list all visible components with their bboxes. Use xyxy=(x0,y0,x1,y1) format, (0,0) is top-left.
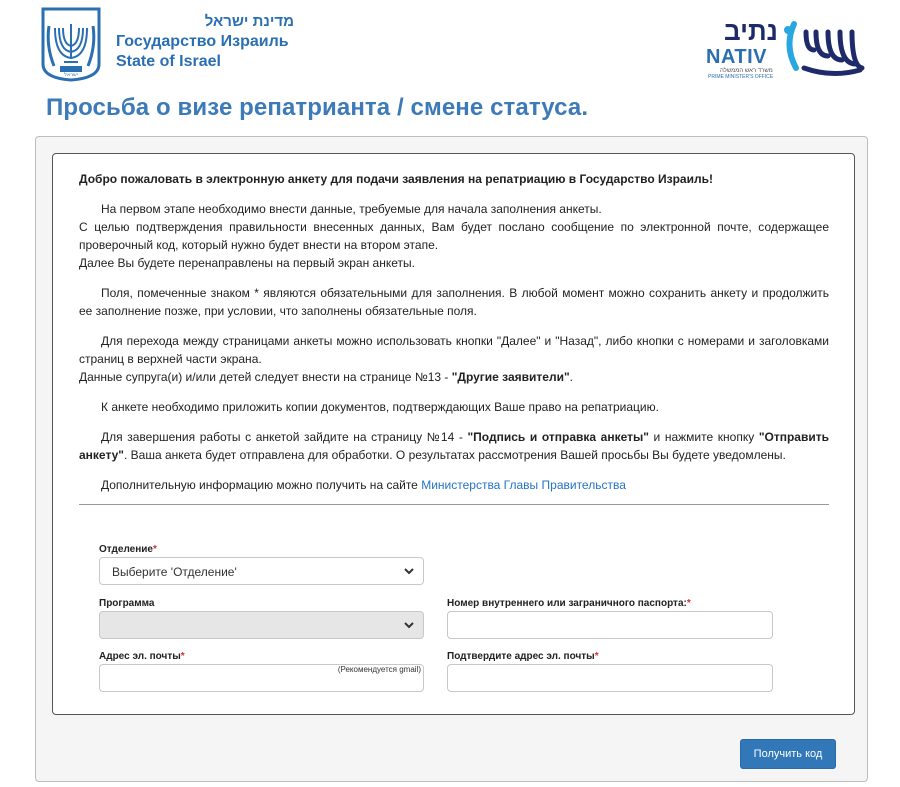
form-panel xyxy=(35,136,868,782)
nativ-logo-he: נתיב xyxy=(724,16,778,46)
program-label: Программа xyxy=(99,598,155,609)
department-select[interactable]: Выберите 'Отделение' xyxy=(99,557,424,585)
intro-paragraph: Данные супруга(и) и/или детей следует внести на странице №13 - "Другие заявители". xyxy=(79,370,573,384)
page-title: Просьба о визе репатрианта / смене статуса. xyxy=(46,94,589,121)
passport-input[interactable] xyxy=(447,611,773,639)
program-select[interactable] xyxy=(99,611,424,639)
passport-label: Номер внутреннего или заграничного паспорта:* xyxy=(447,598,691,609)
email-confirm-label: Подтвердите адрес эл. почты* xyxy=(447,651,599,662)
intro-paragraph: К анкете необходимо приложить копии документов, подтверждающих Ваше право на репатриацию. xyxy=(101,400,659,414)
state-name-ru: Государство Израиль xyxy=(116,33,289,50)
email-hint: (Рекомендуется gmail) xyxy=(337,665,421,674)
intro-paragraph: С целью подтверждения правильности внесенных данных, Вам будет послано сообщение по электронной почте, содержащее проверочный код, который нужно будет внести на втором этапе. xyxy=(79,220,829,252)
intro-paragraph: Для перехода между страницами анкеты можно использовать кнопки "Далее" и "Назад", либо кнопки с номерами и заголовками страниц в верхней части экрана. xyxy=(79,334,829,366)
state-emblem-icon xyxy=(40,6,102,82)
ministry-link[interactable]: Министерства Главы Правительства xyxy=(421,478,626,492)
intro-paragraph: Далее Вы будете перенаправлены на первый экран анкеты. xyxy=(79,256,415,270)
intro-paragraph: На первом этапе необходимо внести данные, требуемые для начала заполнения анкеты. xyxy=(101,202,602,216)
department-label: Отделение* xyxy=(99,544,157,555)
form-card xyxy=(52,153,855,715)
divider xyxy=(79,504,829,505)
nativ-logo-en: NATIV xyxy=(706,46,768,68)
state-name-he: מדינת ישראל xyxy=(204,13,294,30)
state-names xyxy=(116,12,294,72)
intro-paragraph: Дополнительную информацию можно получить на сайте Министерства Главы Правительства xyxy=(101,478,626,492)
email-label: Адрес эл. почты* xyxy=(99,651,185,662)
intro-paragraph: Поля, помеченные знаком * являются обязательными для заполнения. В любой момент можно сохранить анкету и продолжить ее заполнение позже, при условии, что заполнены обязательные поля. xyxy=(79,286,829,318)
nativ-sub-en: PRIME MINISTER'S OFFICE xyxy=(708,74,774,80)
welcome-text: Добро пожаловать в электронную анкету для подачи заявления на репатриацию в Государство Израиль! xyxy=(79,172,713,186)
emblem-caption: ישראל xyxy=(64,72,78,78)
state-name-en: State of Israel xyxy=(116,53,221,70)
nativ-sub-he: משרד ראש הממשלה xyxy=(720,68,773,74)
get-code-button[interactable]: Получить код xyxy=(740,739,836,769)
intro-paragraph: Для завершения работы с анкетой зайдите на страницу №14 - "Подпись и отправка анкеты" и нажмите кнопку "Отправить анкету". Ваша анкета будет отправлена для обработки. О результатах рассмотрения Вашей просьбы Вы будете уведомлены. xyxy=(79,430,829,462)
email-confirm-input[interactable] xyxy=(447,664,773,692)
email-input[interactable] xyxy=(99,664,424,692)
nativ-logo xyxy=(706,16,866,82)
chevron-down-icon xyxy=(403,619,415,631)
nativ-mark-icon xyxy=(782,16,866,80)
header xyxy=(0,0,900,90)
intro-text xyxy=(79,170,829,494)
chevron-down-icon xyxy=(403,565,415,577)
